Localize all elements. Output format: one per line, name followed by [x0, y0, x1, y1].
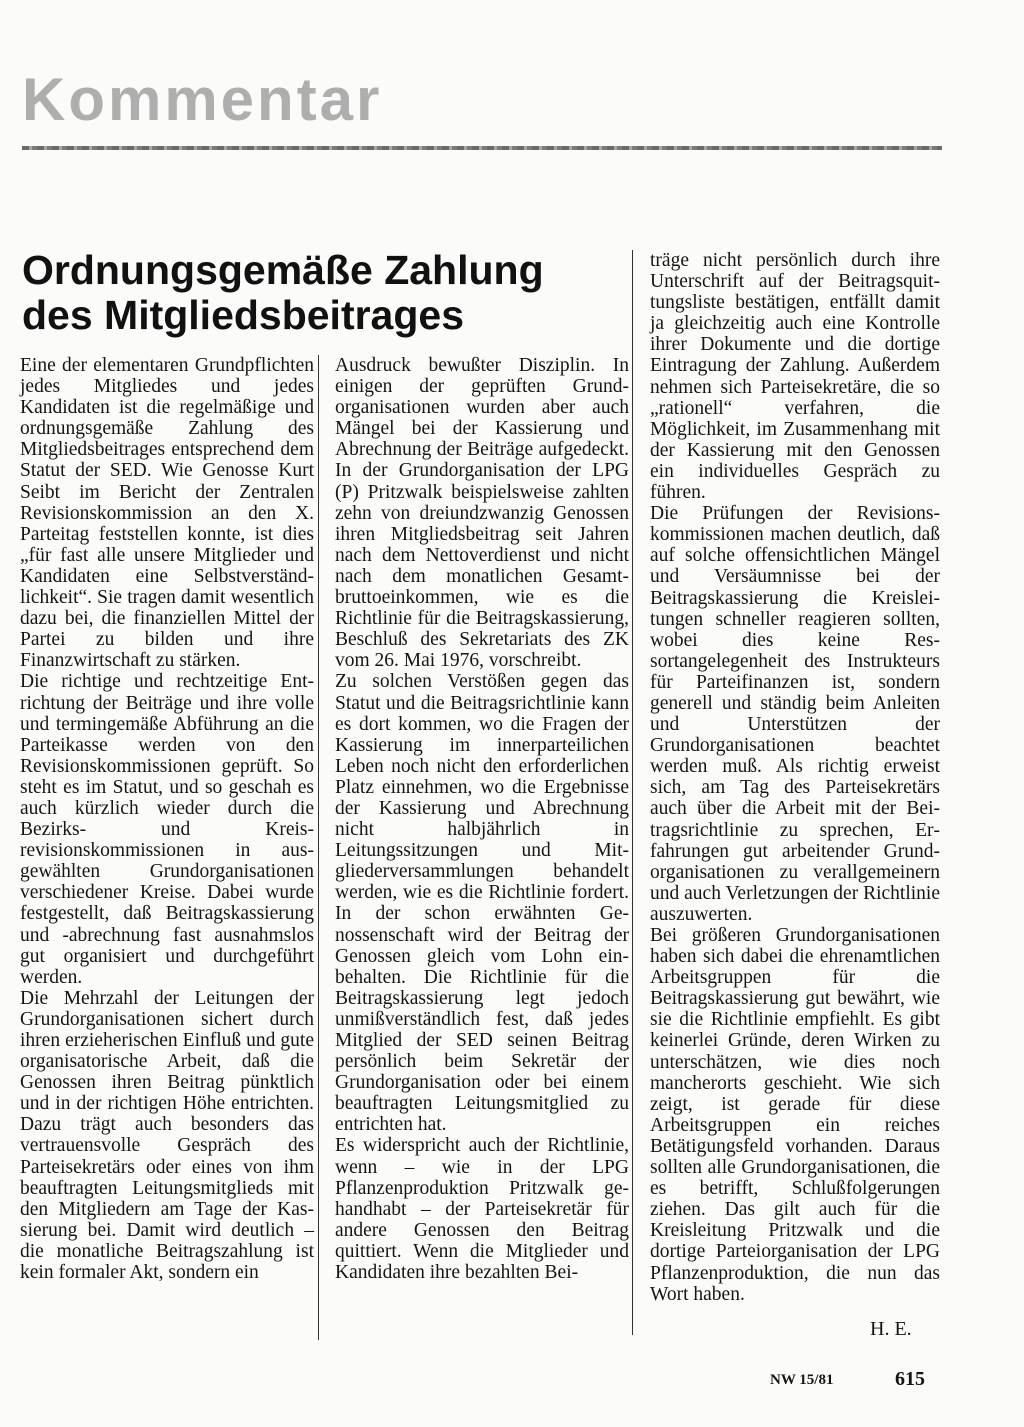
- paragraph: Eine der elementaren Grundpflichten jedes Mitgliedes und jedes Kandidaten ist die regelmäßige und ordnungsgemäße Zahlung des Mitgliedsbeitrages entsprechend dem Statut der SED. Wie Genosse Kurt Seibt im Bericht der Zentralen Revisionskommission an den X. Parteitag feststellen konnte, ist dies „für fast alle unsere Mitglieder und Kandidaten eine Selbstverständlichkeit“. Sie tragen damit wesentlich dazu bei, die finanziellen Mittel der Partei zu bilden und ihre Finanzwirtschaft zu stärken.: [20, 355, 314, 672]
- section-divider: [22, 146, 942, 150]
- issue-label: NW 15/81: [770, 1372, 834, 1388]
- paragraph: träge nicht persönlich durch ihre Unterschrift auf der Beitragsquittungsliste bestätigen, entfällt damit ja gleichzeitig auch eine Kontrolle ihrer Dokumente und die dortige Eintragung der Zahlung. Außerdem nehmen sich Parteisekretäre, die so „rationell“ verfahren, die Möglichkeit, im Zusammenhang mit der Kassierung mit den Genossen ein individuelles Gespräch zu führen.: [650, 250, 940, 504]
- article-headline: Ordnungsgemäße Zahlung des Mitgliedsbeitrages: [22, 247, 544, 338]
- article-column-1: [20, 355, 314, 1283]
- column-divider-2: [632, 250, 633, 1335]
- section-label: Kommentar: [22, 66, 383, 133]
- article-column-3: [650, 250, 940, 1305]
- paragraph: Bei größeren Grundorganisationen haben sich dabei die ehrenamtlichen Arbeitsgruppen für die Beitragskassierung gut bewährt, wie sie die Richtlinie empfiehlt. Es gibt keinerlei Gründe, deren Wirken zu unterschätzen, wie dies noch mancherorts geschieht. Wie sich zeigt, ist gerade für diese Arbeitsgruppen ein reiches Betätigungsfeld vorhanden. Daraus sollten alle Grundorganisationen, die es betrifft, Schlußfolgerungen ziehen. Das gilt auch für die Kreisleitung Pritzwalk und die dortige Parteiorganisation der LPG Pflanzenproduktion, die nun das Wort haben.: [650, 925, 940, 1305]
- page-number: 615: [895, 1368, 925, 1390]
- paragraph: Ausdruck bewußter Disziplin. In einigen der geprüften Grundorganisationen wurden aber auch Mängel bei der Kassierung und Abrechnung der Beiträge aufgedeckt. In der Grundorganisation der LPG (P) Pritzwalk beispielsweise zahlten zehn von dreiundzwanzig Genossen ihren Mitgliedsbeitrag seit Jahren nach dem Nettoverdienst und nicht nach dem monatlichen Gesamtbruttoeinkommen, wie es die Richtlinie für die Beitragskassierung, Beschluß des Sekretariats des ZK vom 26. Mai 1976, vorschreibt.: [335, 355, 629, 672]
- article-column-2: [335, 355, 629, 1283]
- paragraph: Die richtige und rechtzeitige Entrichtung der Beiträge und ihre volle und termingemäße Abführung an die Parteikasse werden von den Revisionskommissionen geprüft. So steht es im Statut, und so geschah es auch kürzlich wieder durch die Bezirks- und Kreisrevisionskommissionen in ausgewählten Grundorganisationen verschiedener Kreise. Dabei wurde festgestellt, daß Beitragskassierung und -abrechnung fast ausnahmslos gut organisiert und durchgeführt werden.: [20, 671, 314, 988]
- paragraph: Zu solchen Verstößen gegen das Statut und die Beitragsrichtlinie kann es dort kommen, wo die Fragen der Kassierung im innerparteilichen Leben noch nicht den erforderlichen Platz einnehmen, wo die Ergebnisse der Kassierung und Abrechnung nicht halbjährlich in Leitungssitzungen und Mitgliederversammlungen behandelt werden, wie es die Richtlinie fordert. In der schon erwähnten Genossenschaft wird der Beitrag der Genossen gleich vom Lohn einbehalten. Die Richtlinie für die Beitragskassierung legt jedoch unmißverständlich fest, daß jedes Mitglied der SED seinen Beitrag persönlich beim Sekretär der Grundorganisation oder bei einem beauftragten Leitungsmitglied zu entrichten hat.: [335, 671, 629, 1136]
- column-divider-1: [318, 355, 319, 1340]
- paragraph: Die Mehrzahl der Leitungen der Grundorganisationen sichert durch ihren erzieherischen Einfluß und gute organisatorische Arbeit, daß die Genossen ihren Beitrag pünktlich und in der richtigen Höhe entrichten. Dazu trägt auch besonders das vertrauensvolle Gespräch des Parteisekretärs oder eines von ihm beauftragten Leitungsmitglieds mit den Mitgliedern am Tage der Kassierung bei. Damit wird deutlich – die monatliche Beitragszahlung ist kein formaler Akt, sondern ein: [20, 987, 314, 1284]
- paragraph: Es widerspricht auch der Richtlinie, wenn – wie in der LPG Pflanzenproduktion Pritzwalk gehandhabt – der Parteisekretär für andere Genossen den Beitrag quittiert. Wenn die Mitglieder und Kandidaten ihre bezahlten Bei-: [335, 1135, 629, 1284]
- author-signature: H. E.: [870, 1318, 912, 1340]
- paragraph: Die Prüfungen der Revisionskommissionen machen deutlich, daß auf solche offensichtlichen Mängel und Versäumnisse bei der Beitragskassierung die Kreisleitungen schneller reagieren sollten, wobei dies keine Ressortangelegenheit des Instrukteurs für Parteifinanzen ist, sondern generell und ständig beim Anleiten und Unterstützen der Grundorganisationen beachtet werden muß. Als richtig erweist sich, am Tag des Parteisekretärs auch über die Arbeit mit der Beitragsrichtlinie zu sprechen, Erfahrungen gut arbeitender Grundorganisationen zu verallgemeinern und auch Verletzungen der Richtlinie auszuwerten.: [650, 503, 940, 925]
